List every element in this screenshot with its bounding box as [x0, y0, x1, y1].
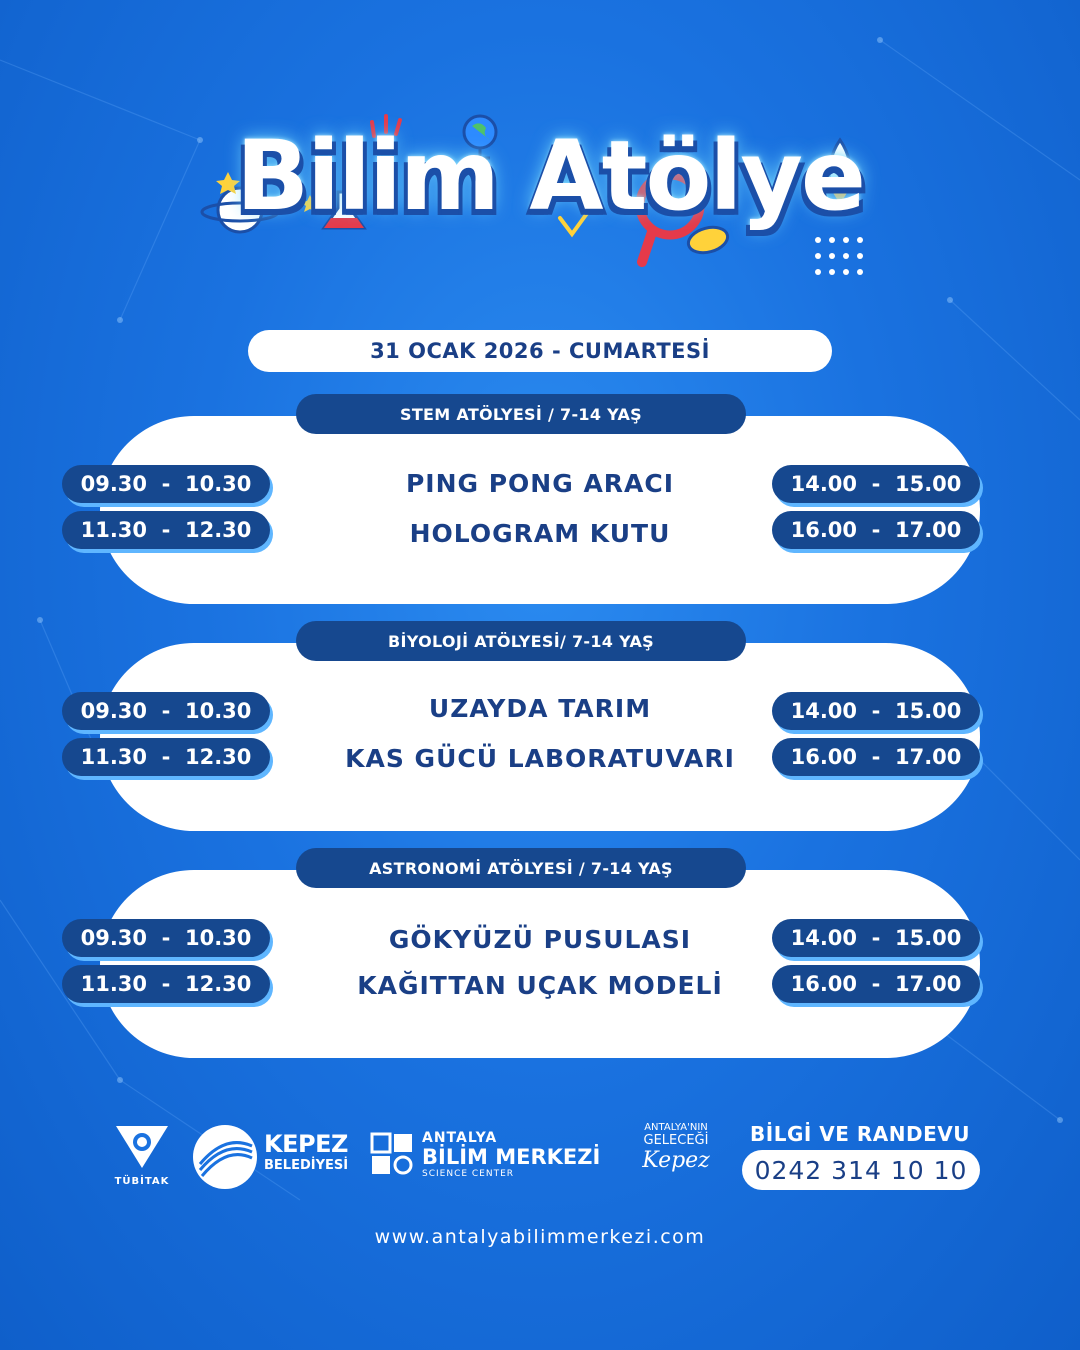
activity-name: KAS GÜCÜ LABORATUVARI: [345, 744, 735, 773]
abm-line1: ANTALYA: [422, 1130, 498, 1146]
workshop-card: [100, 416, 980, 604]
time-slot: 16.00 - 17.00: [772, 511, 980, 549]
time-slot: 16.00 - 17.00: [772, 738, 980, 776]
time-slot: 14.00 - 15.00: [772, 919, 980, 957]
gelecek-line1: ANTALYA'NIN: [644, 1122, 708, 1133]
time-slot: 11.30 - 12.30: [62, 738, 270, 776]
time-slot: 14.00 - 15.00: [772, 465, 980, 503]
workshop-category-badge: ASTRONOMİ ATÖLYESİ / 7-14 YAŞ: [296, 848, 746, 888]
time-slot: 11.30 - 12.30: [62, 965, 270, 1003]
abm-line3: SCIENCE CENTER: [422, 1169, 515, 1179]
workshop-card: [100, 643, 980, 831]
time-slot: 09.30 - 10.30: [62, 465, 270, 503]
activity-name: PING PONG ARACI: [405, 469, 675, 498]
activity-name: UZAYDA TARIM: [428, 694, 652, 723]
activity-name: KAĞITTAN UÇAK MODELİ: [357, 971, 723, 1000]
workshop-category-badge: STEM ATÖLYESİ / 7-14 YAŞ: [296, 394, 746, 434]
gelecek-line2: GELECEĞİ: [643, 1133, 709, 1148]
logo-title: Bilim Atölye: [235, 120, 865, 232]
time-slot: 09.30 - 10.30: [62, 919, 270, 957]
workshop-block-biyoloji: [0, 621, 1080, 833]
info-title: BİLGİ VE RANDEVU: [750, 1122, 970, 1146]
tubitak-logo: [110, 1122, 174, 1192]
time-slot: 16.00 - 17.00: [772, 965, 980, 1003]
antalya-bilim-merkezi-logo: [370, 1130, 615, 1182]
time-slot: 14.00 - 15.00: [772, 692, 980, 730]
phone-number[interactable]: 0242 314 10 10: [742, 1150, 980, 1190]
tubitak-label: TÜBİTAK: [114, 1176, 170, 1187]
kepez-belediyesi-logo: [192, 1124, 352, 1190]
date-banner: 31 OCAK 2026 - CUMARTESİ: [248, 330, 832, 372]
tubitak-emblem-icon: [110, 1122, 174, 1172]
kepez-subtitle: BELEDİYESİ: [264, 1158, 349, 1173]
kepez-wave-icon: [192, 1124, 258, 1190]
time-slot: 11.30 - 12.30: [62, 511, 270, 549]
dots-grid-icon: [815, 237, 863, 275]
activity-name: GÖKYÜZÜ PUSULASI: [388, 925, 692, 954]
workshop-block-stem: [0, 394, 1080, 606]
workshop-block-astronomi: [0, 848, 1080, 1060]
abm-line2: BİLİM MERKEZİ: [422, 1145, 601, 1169]
workshop-card: [100, 870, 980, 1058]
time-slot: 09.30 - 10.30: [62, 692, 270, 730]
gelecek-line3: Kepez: [642, 1148, 710, 1173]
antalyanin-gelecegi-kepez-logo: [630, 1122, 722, 1192]
kepez-title: KEPEZ: [264, 1130, 348, 1158]
activity-name: HOLOGRAM KUTU: [409, 519, 671, 548]
abm-emblem-icon: [370, 1132, 414, 1176]
website-link[interactable]: www.antalyabilimmerkezi.com: [374, 1226, 706, 1248]
title-logo: [190, 100, 890, 300]
workshop-category-badge: BİYOLOJİ ATÖLYESİ/ 7-14 YAŞ: [296, 621, 746, 661]
